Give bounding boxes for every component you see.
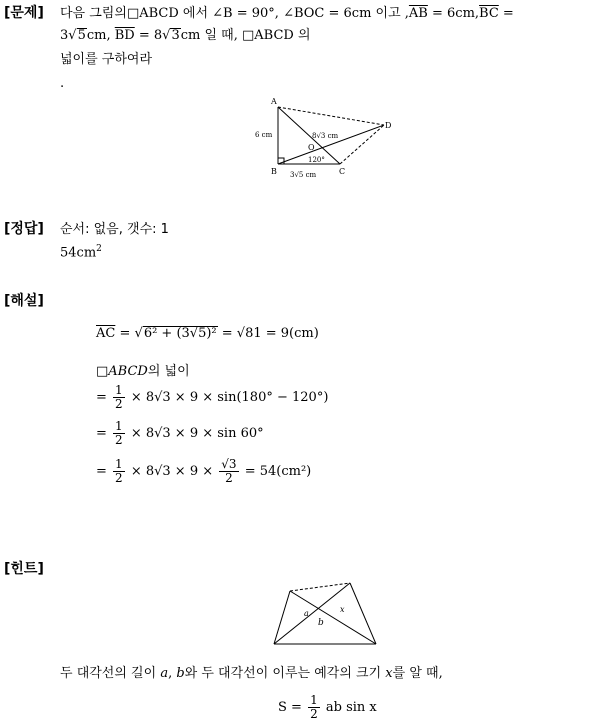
center-o: O: [308, 143, 315, 152]
hint-label-a: a: [304, 609, 309, 618]
segment-bd: $\overline{BD}$: [114, 28, 135, 43]
problem-line-4: .: [60, 76, 65, 91]
answer-label: [정답]: [4, 221, 44, 237]
problem-line-2: 3√5cm, $\overline{BD} = 8√3cm$ 일 때, □ABCD 의: [60, 28, 311, 43]
hint-diagonal-a: [290, 591, 376, 644]
vertex-c: C: [339, 167, 346, 176]
hint-label-x: x: [340, 605, 345, 614]
hint-label: [힌트]: [4, 561, 44, 577]
length-bc: 3√5 cm: [290, 171, 317, 179]
hint-diagonal-b: [274, 583, 350, 644]
segment-ab: $\overline{AB}$: [408, 6, 428, 21]
vertex-d: D: [385, 121, 392, 130]
segment-bc: $\overline{BC}$: [479, 6, 499, 21]
problem-label: [문제]: [4, 5, 44, 21]
solution-line-2: □ABCD의 넓이: [96, 364, 190, 379]
solution-line-4: = $\frac{1}{2}$ × 8√3 × 9 × sin 60°: [96, 419, 264, 448]
solution-line-5: = $\frac{1}{2}$ × 8√3 × 9 × $\frac{√3}{2}$ = 54(cm²): [96, 457, 312, 486]
hint-label-b: b: [318, 618, 324, 628]
solution-line-1: $\overline{AC} = √6^2 + (3√5)^2 = √81 = 9(cm)$: [96, 326, 319, 341]
answer-meta: 순서: 없음, 갯수: 1: [60, 222, 169, 237]
problem-line-3: 넓이를 구하여라: [60, 52, 153, 67]
square-glyph: □: [126, 6, 140, 21]
diagonal-bd: [278, 125, 384, 164]
problem-line-1: 다음 그림의□ABCD 에서 ∠B = 90°, ∠BOC = 6cm 이고 $,\overline{AB} = 6cm,\overline{BC}$ =: [60, 6, 514, 21]
solution-line-3: = $\frac{1}{2}$ × 8√3 × 9 × sin(180° − 120°): [96, 383, 329, 412]
problem-text: 다음 그림의: [60, 6, 127, 21]
side-ad: [278, 107, 384, 125]
answer-value: $54cm^2$: [60, 244, 102, 261]
solution-label: [해설]: [4, 293, 44, 309]
angle-boc: 120°: [308, 156, 325, 164]
vertex-a: A: [271, 97, 277, 106]
length-bd: 8√3 cm: [312, 132, 339, 140]
hint-text: 두 대각선의 길이 a, b와 두 대각선이 이루는 예각의 크기 x를 알 때,: [60, 666, 443, 681]
hint-formula: S = $\frac{1}{2}$ ab sin x: [278, 693, 377, 722]
hint-quadrilateral-figure: [270, 578, 380, 648]
length-ab: 6 cm: [255, 131, 273, 139]
quadrilateral-figure: [250, 92, 400, 182]
vertex-b: B: [271, 167, 277, 176]
side-cd: [340, 125, 384, 164]
